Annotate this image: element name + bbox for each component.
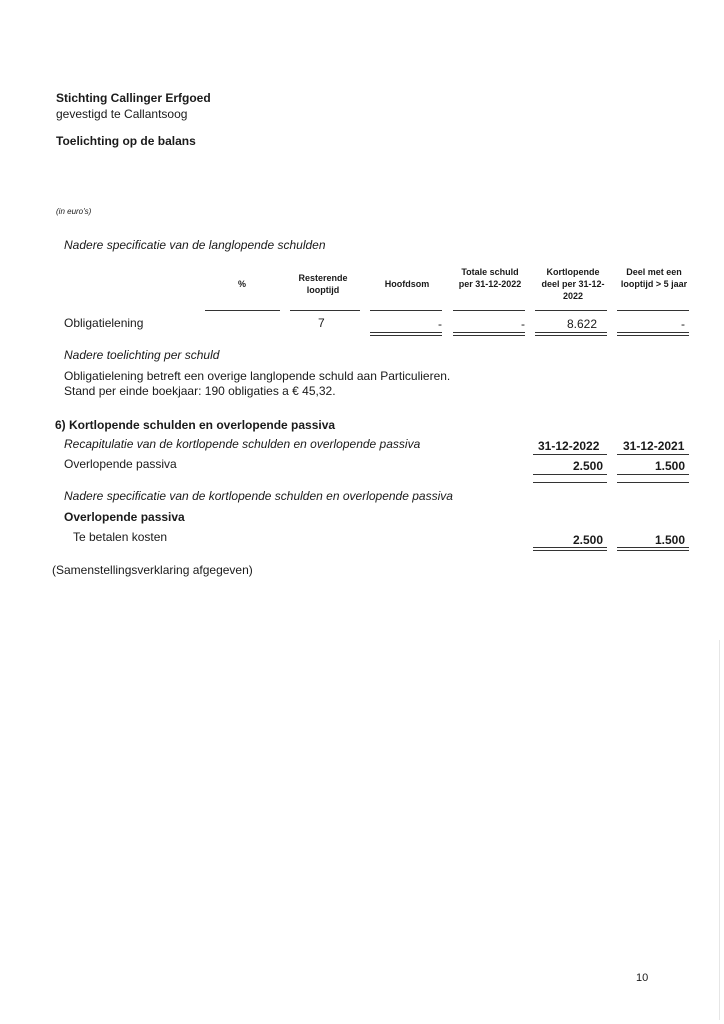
spec-value-2021: 1.500 xyxy=(654,533,685,547)
spec-row-label: Te betalen kosten xyxy=(73,530,168,544)
section-title: Toelichting op de balans xyxy=(56,134,196,148)
double-rule xyxy=(617,547,689,551)
long-term-title: Nadere specificatie van de langlopende schulden xyxy=(64,238,326,252)
rule xyxy=(533,474,607,475)
double-rule xyxy=(617,332,689,336)
bond-loan-short: 8.622 xyxy=(566,317,597,331)
double-rule xyxy=(535,332,607,336)
col-header-pct: % xyxy=(237,279,246,289)
rule xyxy=(205,310,280,311)
rule xyxy=(535,310,607,311)
spec-subtitle: Overlopende passiva xyxy=(64,510,185,524)
debt-note-title: Nadere toelichting per schuld xyxy=(64,348,220,362)
double-rule xyxy=(533,547,607,551)
row-label-bond-loan: Obligatielening xyxy=(64,316,144,330)
recap-title: Recapitulatie van de kortlopende schulden en overlopende passiva xyxy=(64,437,421,451)
section-6-title: 6) Kortlopende schulden en overlopende passiva xyxy=(55,418,336,432)
col-header-over5: Deel met een looptijd > 5 jaar xyxy=(620,267,688,289)
debt-note-line-2: Stand per einde boekjaar: 190 obligaties a € 45,32. xyxy=(64,384,336,398)
col-header-principal: Hoofdsom xyxy=(384,279,430,289)
bond-loan-total: - xyxy=(521,317,525,331)
spec-title: Nadere specificatie van de kortlopende schulden en overlopende passiva xyxy=(64,489,453,503)
bond-loan-over5: - xyxy=(681,317,685,331)
col-header-2022: 31-12-2022 xyxy=(538,439,600,453)
organization-location: gevestigd te Callantsoog xyxy=(56,107,188,121)
rule xyxy=(617,310,689,311)
col-header-total: Totale schuld per 31-12-2022 xyxy=(458,267,522,289)
recap-value-2021: 1.500 xyxy=(654,459,685,473)
debt-note-line-1: Obligatielening betreft een overige langlopende schuld aan Particulieren. xyxy=(64,369,451,383)
recap-value-2022: 2.500 xyxy=(572,459,603,473)
rule xyxy=(617,454,689,455)
rule xyxy=(370,310,442,311)
page-number: 10 xyxy=(636,972,649,984)
recap-row-label: Overlopende passiva xyxy=(64,457,177,471)
rule xyxy=(533,454,607,455)
organization-name: Stichting Callinger Erfgoed xyxy=(56,91,211,105)
col-header-remaining: Resterende looptijd xyxy=(298,273,348,295)
rule xyxy=(533,482,607,483)
rule xyxy=(617,474,689,475)
double-rule xyxy=(453,332,525,336)
col-header-short: Kortlopende deel per 31-12-2022 xyxy=(541,267,605,301)
rule xyxy=(290,310,360,311)
col-header-2021: 31-12-2021 xyxy=(623,439,685,453)
compilation-note: (Samenstellingsverklaring afgegeven) xyxy=(52,563,253,577)
bond-loan-principal: - xyxy=(438,317,442,331)
bond-loan-remaining: 7 xyxy=(318,316,325,330)
scan-edge xyxy=(719,640,720,1020)
rule xyxy=(617,482,689,483)
double-rule xyxy=(370,332,442,336)
spec-value-2022: 2.500 xyxy=(572,533,603,547)
rule xyxy=(453,310,525,311)
currency-note: (in euro's) xyxy=(56,207,92,216)
